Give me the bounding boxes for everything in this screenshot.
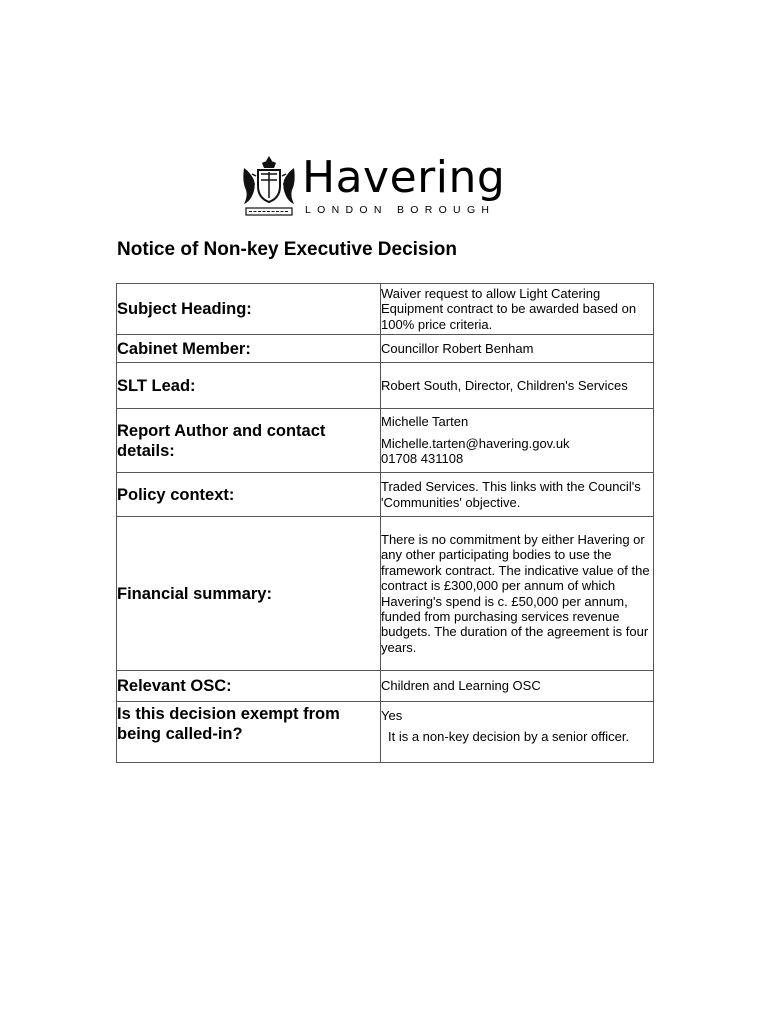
table-row [117, 284, 654, 335]
logo-subtitle: LONDON BOROUGH [305, 204, 496, 216]
author-phone: 01708 431108 [381, 451, 464, 467]
row-label: Is this decision exempt from being called-in? [117, 702, 381, 763]
table-row [117, 671, 654, 702]
row-value [381, 409, 654, 473]
table-row [117, 335, 654, 363]
author-name: Michelle Tarten [381, 414, 469, 430]
havering-logo [240, 152, 530, 222]
row-value: Councillor Robert Benham [381, 335, 654, 363]
author-email: Michelle.tarten@havering.gov.uk [381, 435, 570, 451]
row-value: Children and Learning OSC [381, 671, 654, 702]
document-title: Notice of Non-key Executive Decision [117, 239, 457, 260]
row-label: SLT Lead: [117, 363, 381, 409]
callin-note: It is a non-key decision by a senior officer. [388, 729, 630, 745]
callin-answer: Yes [381, 708, 403, 723]
table-row [117, 409, 654, 473]
table-row [117, 363, 654, 409]
row-value [381, 702, 654, 763]
row-label: Report Author and contact details: [117, 409, 381, 473]
row-value: There is no commitment by either Havering or any other participating bodies to use the framework contract. The indicative value of the contract is £300,000 per annum of which Havering's spend is c. £50,000 per annum, funded from purchasing services revenue budgets. The duration of the agreement is four years. [381, 517, 654, 671]
decision-table [116, 283, 654, 763]
row-value: Robert South, Director, Children's Services [381, 363, 654, 409]
row-label: Cabinet Member: [117, 335, 381, 363]
row-value: Waiver request to allow Light Catering Equipment contract to be awarded based on 100% price criteria. [381, 284, 654, 335]
table-row [117, 517, 654, 671]
borough-crest-icon [240, 154, 298, 218]
row-label: Financial summary: [117, 517, 381, 671]
row-label: Relevant OSC: [117, 671, 381, 702]
row-value: Traded Services. This links with the Council's 'Communities' objective. [381, 473, 654, 517]
row-label: Policy context: [117, 473, 381, 517]
row-label: Subject Heading: [117, 284, 381, 335]
logo-wordmark: Havering [302, 152, 506, 203]
table-row [117, 473, 654, 517]
table-row [117, 702, 654, 763]
